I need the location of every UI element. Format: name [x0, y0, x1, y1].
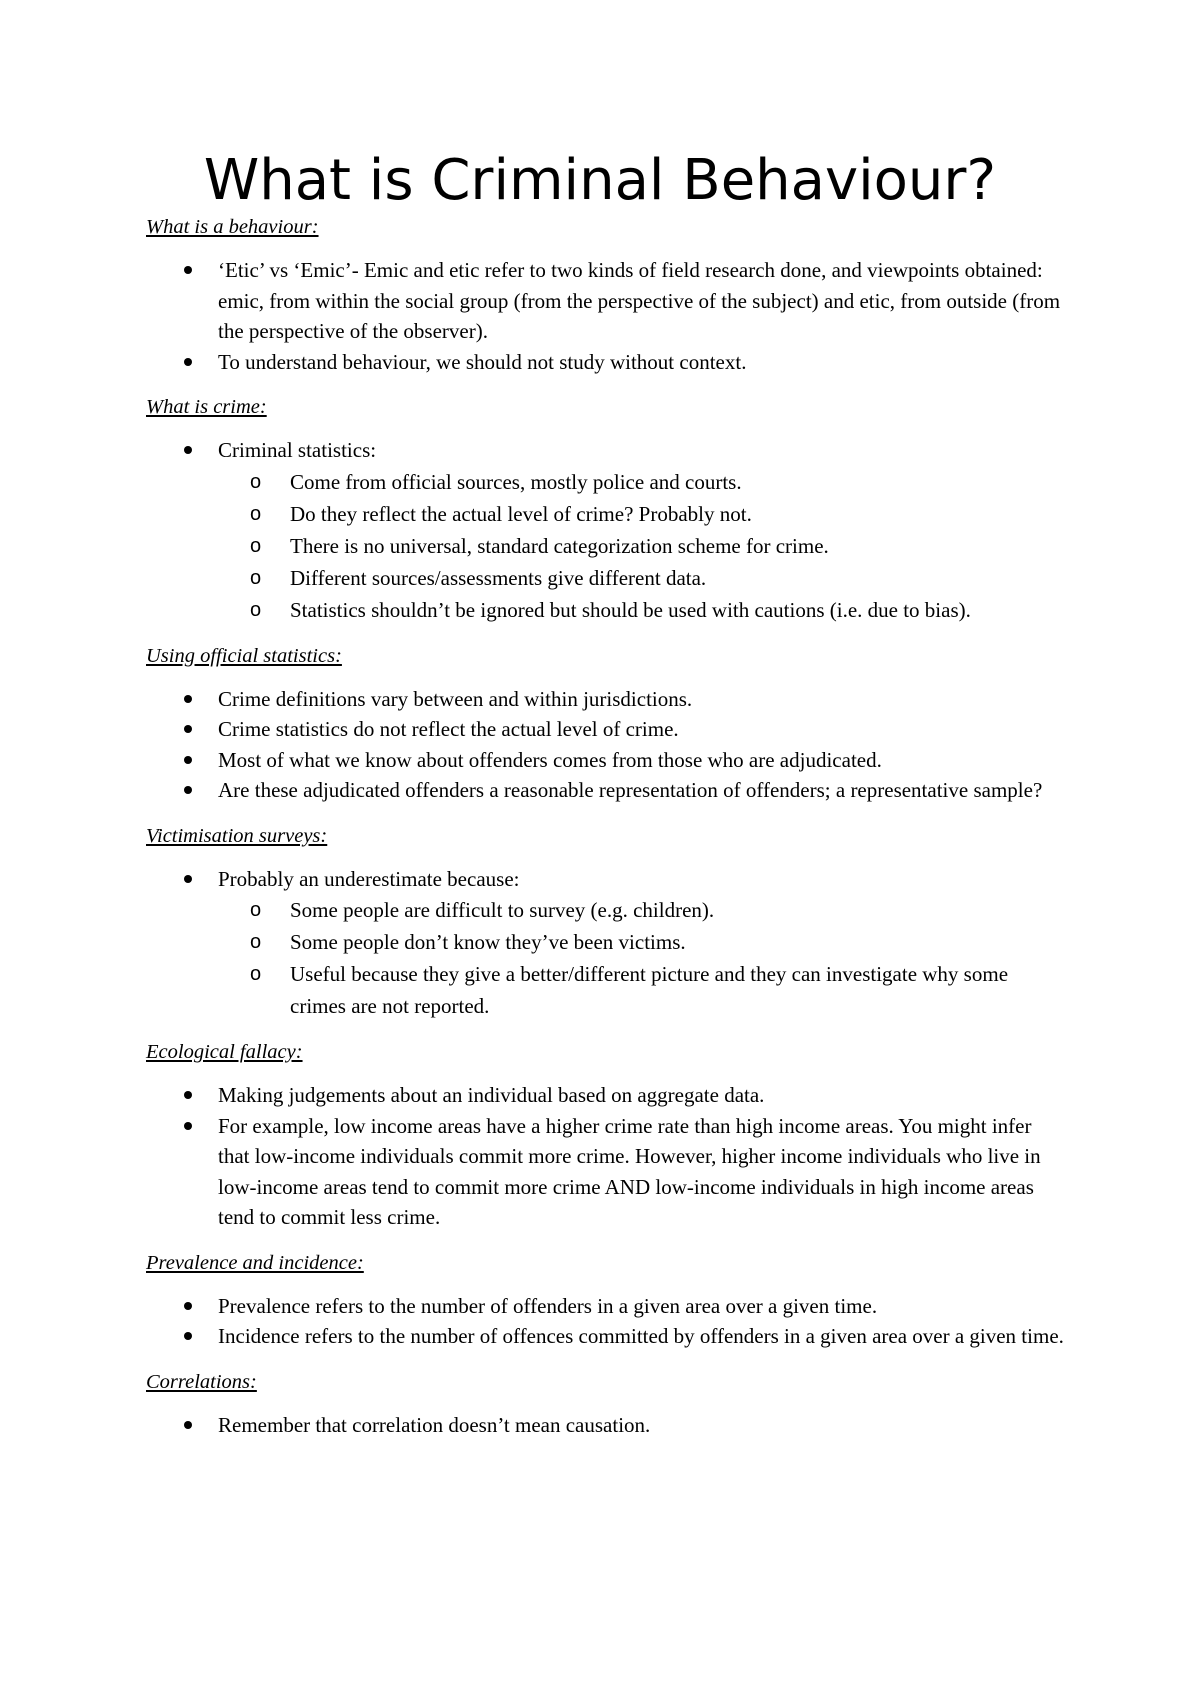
list-item-text: Making judgements about an individual based on aggregate data.	[218, 1083, 765, 1107]
bullet-list	[146, 255, 1066, 377]
hollow-circle-bullet-icon: o	[250, 899, 262, 921]
list-item-text: Remember that correlation doesn’t mean causation.	[218, 1412, 651, 1437]
list-item-text: Criminal statistics:	[218, 438, 377, 462]
sub-list-item-text: Some people don’t know they’ve been victims.	[290, 930, 686, 954]
hollow-circle-bullet-icon: o	[250, 963, 262, 985]
list-item-text: For example, low income areas have a higher crime rate than high income areas. You might infer that low-income individuals commit more crime. However, higher income individuals who live in low-income areas tend to commit more crime AND low-income individuals in high income areas tend to commit less crime.	[218, 1113, 1041, 1229]
sub-list-item	[218, 926, 1066, 958]
list-item-text: Prevalence refers to the number of offenders in a given area over a given time.	[218, 1293, 878, 1318]
section-heading: What is a behaviour:	[146, 216, 319, 238]
list-item	[146, 684, 1066, 715]
bullet-icon	[184, 786, 192, 794]
sub-list-item	[218, 958, 1066, 1022]
sub-bullet-list	[218, 894, 1066, 1022]
sub-list-item-text: Some people are difficult to survey (e.g. children).	[290, 898, 715, 922]
section-heading: Victimisation surveys:	[146, 824, 328, 847]
sub-list-item	[218, 894, 1066, 926]
hollow-circle-bullet-icon: o	[250, 502, 262, 525]
list-item-text: Are these adjudicated offenders a reasonable representation of offenders; a representative sample?	[218, 778, 1043, 802]
sub-list-item	[218, 498, 1066, 530]
bullet-icon	[184, 446, 192, 454]
list-item-text: ‘Etic’ vs ‘Emic’- Emic and etic refer to two kinds of field research done, and viewpoints obtained: emic, from within the social group (from the perspective of the subject) and etic, from outside (from the perspective of the observer).	[218, 258, 1061, 343]
bullet-icon	[184, 1332, 192, 1340]
bullet-list	[146, 1410, 1066, 1441]
bullet-list	[146, 864, 1066, 1023]
list-item-text: Probably an underestimate because:	[218, 866, 520, 891]
list-item	[146, 1111, 1066, 1233]
sub-bullet-list	[218, 466, 1066, 626]
sub-list-item	[218, 562, 1066, 594]
list-item	[146, 864, 1066, 1023]
list-item-text: Incidence refers to the number of offences committed by offenders in a given area over a given time.	[218, 1324, 1064, 1348]
list-item-text: To understand behaviour, we should not study without context.	[218, 349, 747, 374]
list-item	[146, 775, 1066, 806]
list-item-text: Crime definitions vary between and within jurisdictions.	[218, 686, 693, 711]
list-item	[146, 1080, 1066, 1111]
page-title: What is Criminal Behaviour?	[203, 148, 997, 213]
list-item	[146, 1291, 1066, 1322]
bullet-icon	[184, 1122, 192, 1130]
list-item-text: Crime statistics do not reflect the actual level of crime.	[218, 717, 679, 741]
section-heading: What is crime:	[146, 396, 267, 418]
bullet-icon	[184, 358, 192, 366]
list-item	[146, 714, 1066, 745]
sub-list-item	[218, 530, 1066, 562]
bullet-list	[146, 435, 1066, 626]
bullet-icon	[184, 1421, 192, 1429]
section-heading: Using official statistics:	[146, 644, 342, 667]
bullet-icon	[184, 1302, 192, 1310]
list-item	[146, 1321, 1066, 1352]
list-item	[146, 435, 1066, 626]
list-item-text: Most of what we know about offenders comes from those who are adjudicated.	[218, 747, 882, 772]
sub-list-item-text: Different sources/assessments give different data.	[290, 565, 707, 590]
list-item	[146, 255, 1066, 347]
list-item	[146, 745, 1066, 776]
hollow-circle-bullet-icon: o	[250, 598, 262, 621]
hollow-circle-bullet-icon: o	[250, 534, 262, 557]
sub-list-item-text: Do they reflect the actual level of crime? Probably not.	[290, 501, 752, 526]
bullet-list	[146, 1080, 1066, 1233]
bullet-icon	[184, 756, 192, 764]
hollow-circle-bullet-icon: o	[250, 566, 262, 589]
bullet-icon	[184, 875, 192, 883]
bullet-icon	[184, 1091, 192, 1099]
hollow-circle-bullet-icon: o	[250, 470, 262, 493]
list-item	[146, 1410, 1066, 1441]
section-heading: Ecological fallacy:	[146, 1041, 303, 1063]
bullet-icon	[184, 266, 192, 274]
document-body	[146, 213, 1066, 1456]
hollow-circle-bullet-icon: o	[250, 931, 262, 953]
bullet-icon	[184, 725, 192, 733]
bullet-icon	[184, 695, 192, 703]
bullet-list	[146, 684, 1066, 806]
sub-list-item-text: Statistics shouldn’t be ignored but should be used with cautions (i.e. due to bias).	[290, 597, 971, 622]
section-heading: Correlations:	[146, 1370, 257, 1393]
sub-list-item-text: There is no universal, standard categorization scheme for crime.	[290, 533, 829, 558]
bullet-list	[146, 1291, 1066, 1352]
sub-list-item-text: Come from official sources, mostly police and courts.	[290, 469, 742, 494]
list-item	[146, 347, 1066, 378]
sub-list-item-text: Useful because they give a better/different picture and they can investigate why some crimes are not reported.	[290, 962, 1009, 1018]
sub-list-item	[218, 594, 1066, 626]
sub-list-item	[218, 466, 1066, 498]
section-heading: Prevalence and incidence:	[146, 1251, 364, 1274]
